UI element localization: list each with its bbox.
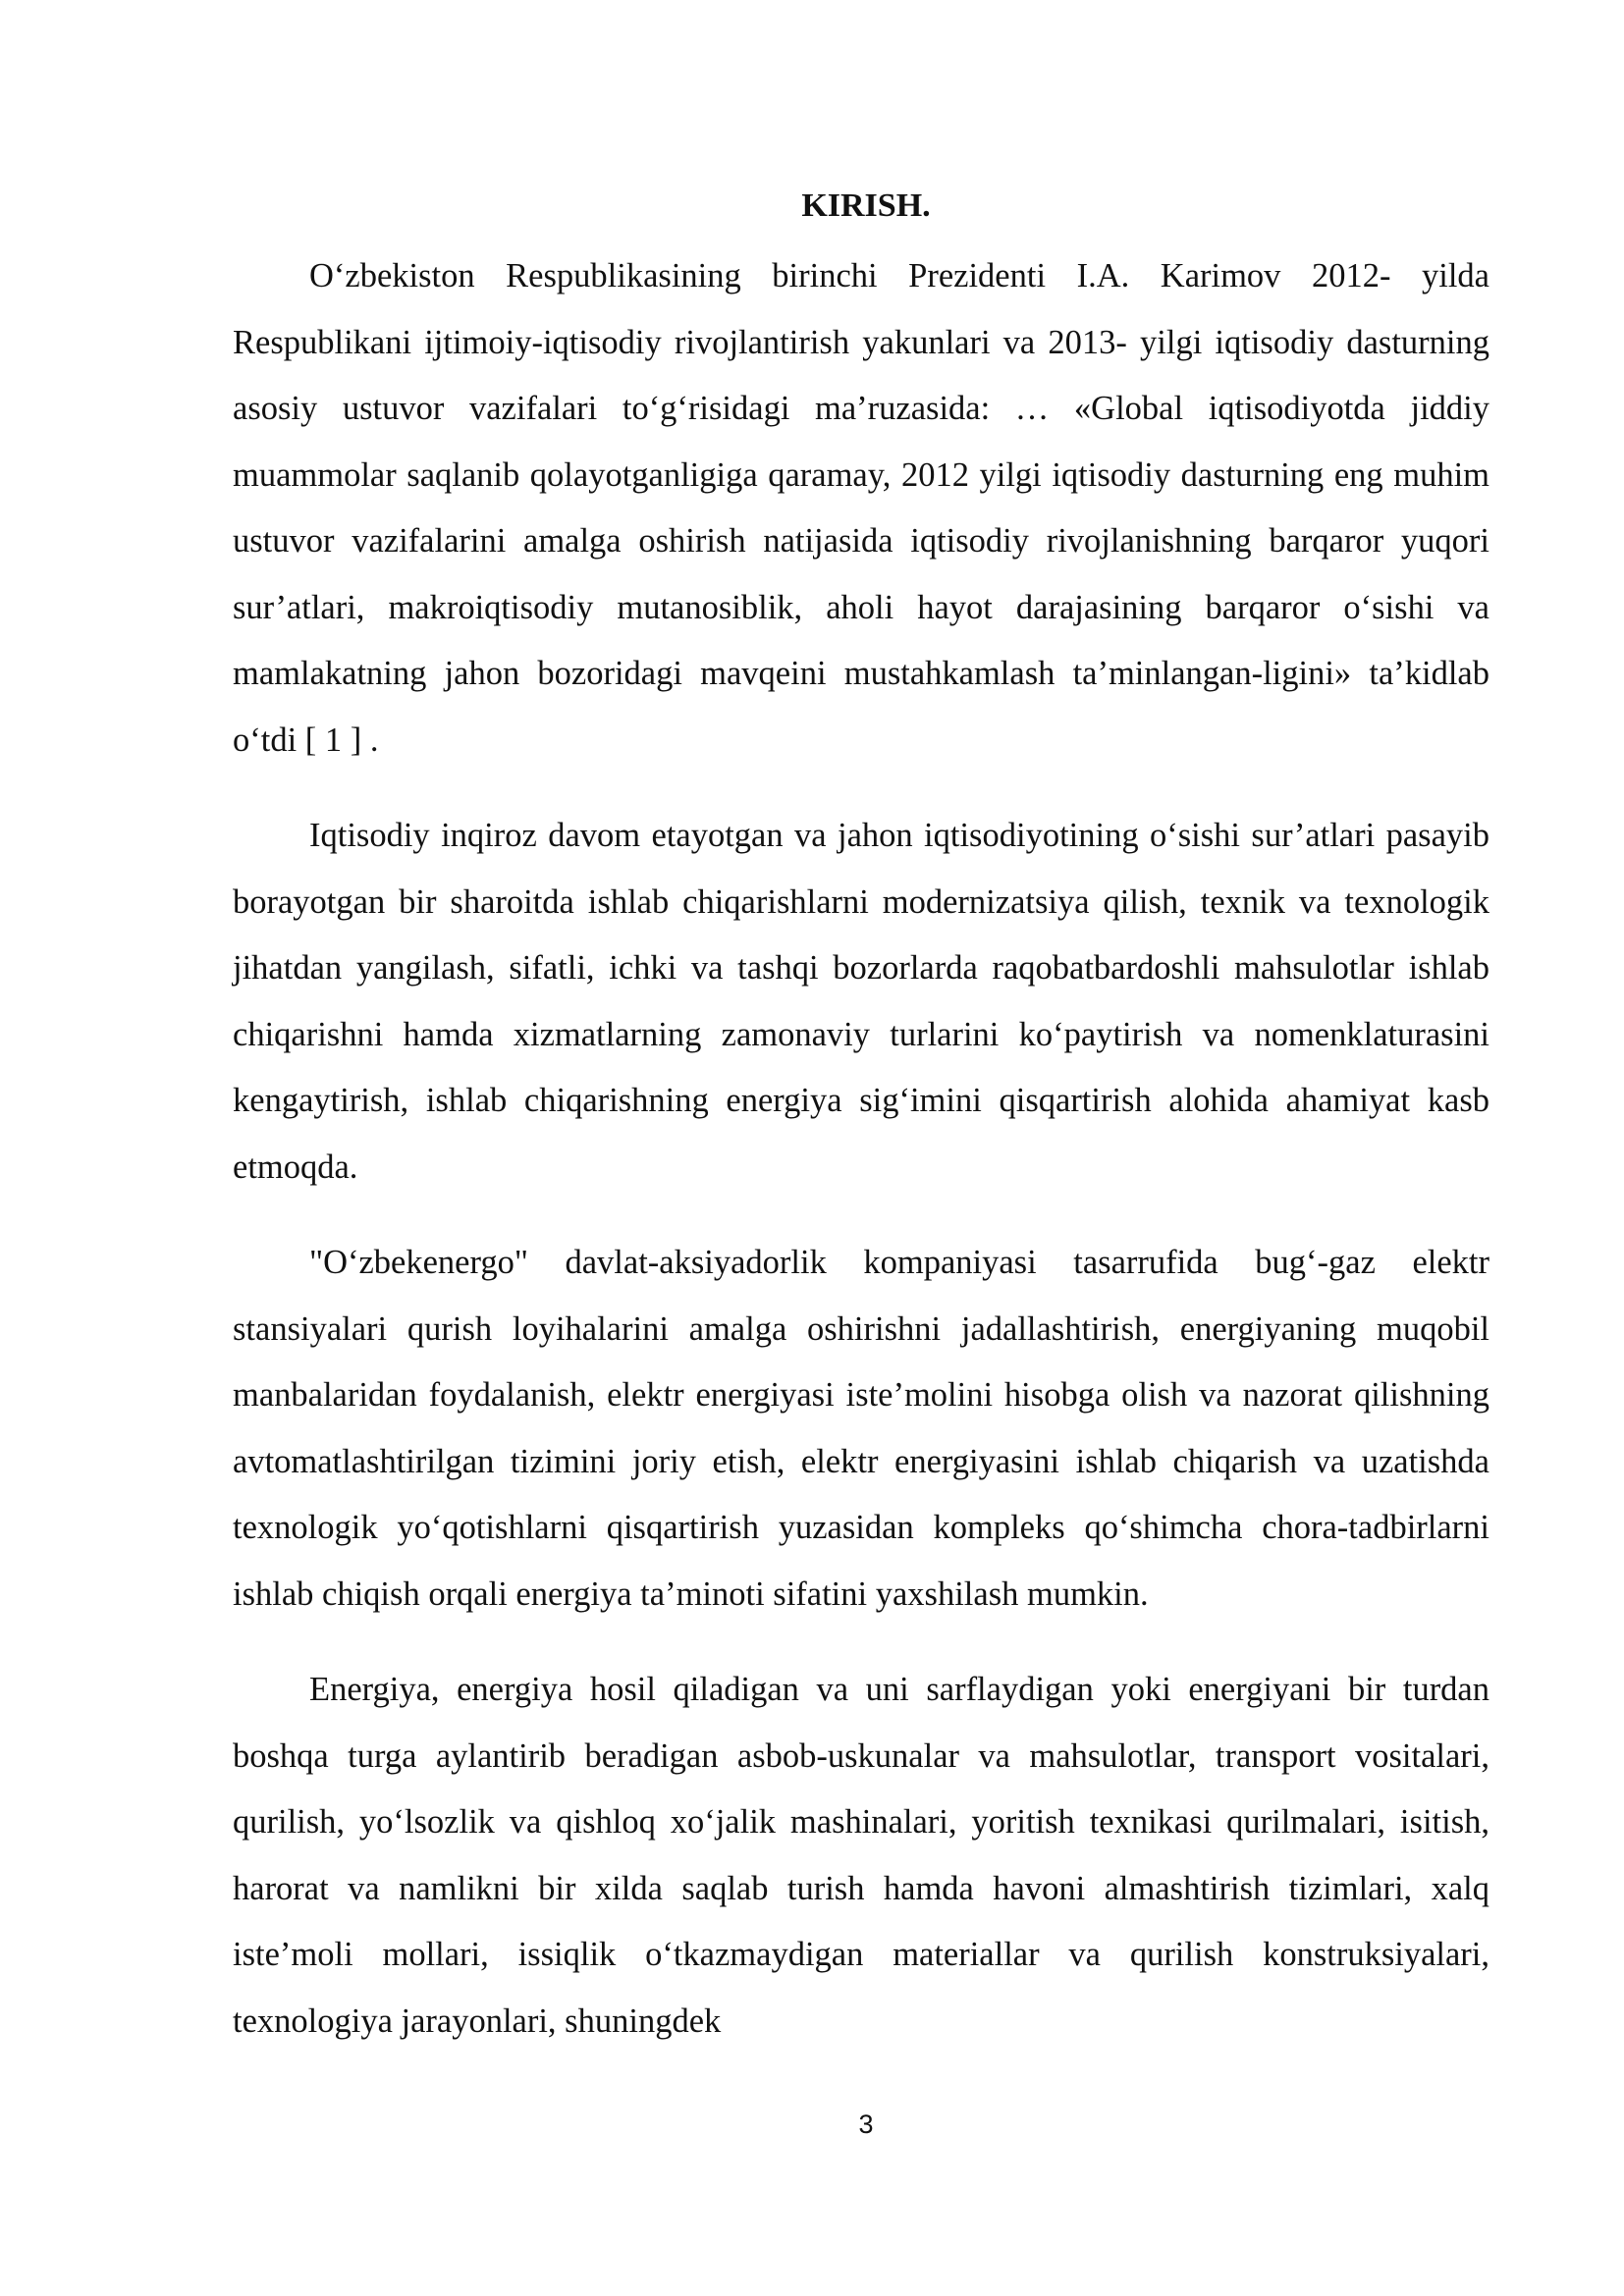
page-number: 3 — [858, 2109, 874, 2139]
paragraph-2: Iqtisodiy inqiroz davom etayotgan va jahon iqtisodiyotining o‘sishi sur’atlari pasayib borayotgan bir sharoitda ishlab chiqarishlarni modernizatsiya qilish, texnik va texnologik jihatdan yangilash, sifatli, ichki va tashqi bozorlarda raqobatbardoshli mahsulotlar ishlab chiqarishni hamda xizmatlarning zamonaviy turlarini ko‘paytirish va nomenklaturasini kengaytirish, ishlab chiqarishning energiya sig‘imini qisqartirish alohida ahamiyat kasb etmoqda. — [233, 817, 1489, 1186]
paragraph-1: O‘zbekiston Respublikasining birinchi Prezidenti I.A. Karimov 2012- yilda Respublikani ijtimoiy-iqtisodiy rivojlantirish yakunlari va 2013- yilgi iqtisodiy dasturning asosiy ustuvor vazifalari to‘g‘risidagi ma’ruzasida: … «Global iqtisodiyotda jiddiy muammolar saqlanib qolayotganligiga qaramay, 2012 yilgi iqtisodiy dasturning eng muhim ustuvor vazifalarini amalga oshirish natijasida iqtisodiy rivojlanishning barqaror yuqori sur’atlari, makroiqtisodiy mutanosiblik, aholi hayot darajasining barqaror o‘sishi va mamlakatning jahon bozoridagi mavqeini mustahkamlash ta’minlangan-ligini» ta’kidlab o‘tdi [ 1 ] . — [233, 257, 1489, 759]
document-body — [233, 243, 1489, 2055]
paragraph-3: "O‘zbekenergo" davlat-aksiyadorlik kompaniyasi tasarrufida bug‘-gaz elektr stansiyalari qurish loyihalarini amalga oshirishni jadallashtirish, energiyaning muqobil manbalaridan foydalanish, elektr energiyasi iste’molini hisobga olish va nazorat qilishning avtomatlashtirilgan tizimini joriy etish, elektr energiyasini ishlab chiqarish va uzatishda texnologik yo‘qotishlarni qisqartirish yuzasidan kompleks qo‘shimcha chora-tadbirlarni ishlab chiqish orqali energiya ta’minoti sifatini yaxshilash mumkin. — [233, 1244, 1489, 1613]
paragraph-4: Energiya, energiya hosil qiladigan va uni sarflaydigan yoki energiyani bir turdan boshqa turga aylantirib beradigan asbob-uskunalar va mahsulotlar, transport vositalari, qurilish, yo‘lsozlik va qishloq xo‘jalik mashinalari, yoritish texnikasi qurilmalari, isitish, harorat va namlikni bir xilda saqlab turish hamda havoni almashtirish tizimlari, xalq iste’moli mollari, issiqlik o‘tkazmaydigan materiallar va qurilish konstruksiyalari, texnologiya jarayonlari, shuningdek — [233, 1671, 1489, 2040]
section-heading: KIRISH. — [801, 187, 931, 224]
